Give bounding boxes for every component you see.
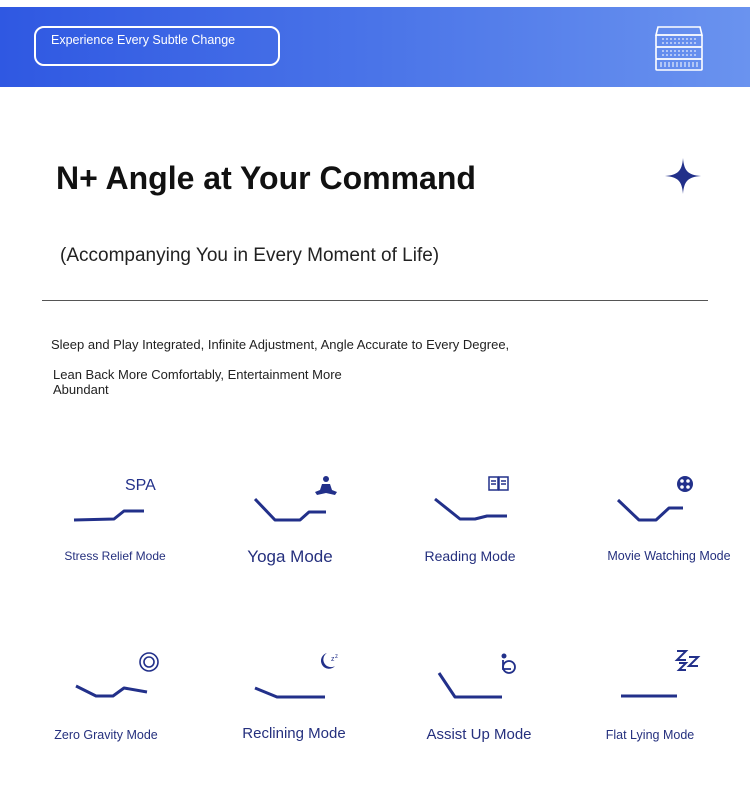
description-line-1: Sleep and Play Integrated, Infinite Adjustment, Angle Accurate to Every Degree, bbox=[51, 337, 510, 352]
mode-label: Yoga Mode bbox=[247, 547, 333, 566]
mode-reading[interactable] bbox=[375, 470, 565, 580]
open-book-icon bbox=[489, 477, 508, 490]
banner-badge-text: Experience Every Subtle Change bbox=[51, 33, 236, 47]
mode-reclining[interactable] bbox=[199, 650, 389, 760]
mode-assist-up[interactable] bbox=[384, 650, 574, 760]
svg-text:z: z bbox=[335, 654, 338, 660]
stress-relief-bed-angle bbox=[20, 470, 210, 540]
flat-lying-bed-angle bbox=[555, 650, 745, 720]
mode-label: Reclining Mode bbox=[242, 725, 346, 742]
zero-gravity-bed-angle bbox=[12, 650, 202, 720]
banner-badge bbox=[34, 26, 280, 66]
spa-icon: SPA bbox=[125, 477, 156, 494]
sparkle-icon bbox=[664, 157, 702, 195]
assist-up-bed-angle bbox=[384, 650, 574, 720]
moon-sleep-icon bbox=[321, 653, 338, 669]
movie-bed-angle bbox=[574, 470, 750, 540]
mattress-icon bbox=[652, 23, 706, 73]
orbit-icon bbox=[140, 653, 158, 671]
mode-flat-lying[interactable] bbox=[555, 650, 745, 760]
mode-yoga[interactable] bbox=[195, 470, 385, 580]
meditation-icon bbox=[315, 476, 337, 495]
yoga-bed-angle bbox=[195, 470, 385, 540]
film-reel-icon bbox=[677, 476, 693, 492]
reading-bed-angle bbox=[375, 470, 565, 540]
mode-label: Zero Gravity Mode bbox=[54, 728, 158, 742]
top-banner bbox=[0, 7, 750, 87]
mode-movie-watching[interactable] bbox=[574, 470, 750, 580]
section-divider bbox=[42, 300, 708, 301]
mode-label: Reading Mode bbox=[424, 548, 516, 564]
page-title: N+ Angle at Your Command bbox=[56, 160, 476, 196]
mode-zero-gravity[interactable] bbox=[12, 650, 202, 760]
mode-label: Stress Relief Mode bbox=[64, 549, 166, 563]
mode-label: Movie Watching Mode bbox=[607, 549, 731, 563]
svg-text:z: z bbox=[331, 656, 335, 663]
person-sitting-icon bbox=[502, 654, 516, 674]
description-line-2: Lean Back More Comfortably, Entertainment More Abundant bbox=[53, 367, 342, 397]
zzz-icon bbox=[677, 651, 698, 670]
reclining-bed-angle bbox=[199, 650, 389, 720]
mode-label: Assist Up Mode bbox=[426, 726, 532, 743]
mode-label: Flat Lying Mode bbox=[605, 728, 695, 742]
mode-stress-relief[interactable] bbox=[20, 470, 210, 580]
page-subtitle: (Accompanying You in Every Moment of Life) bbox=[60, 245, 440, 266]
